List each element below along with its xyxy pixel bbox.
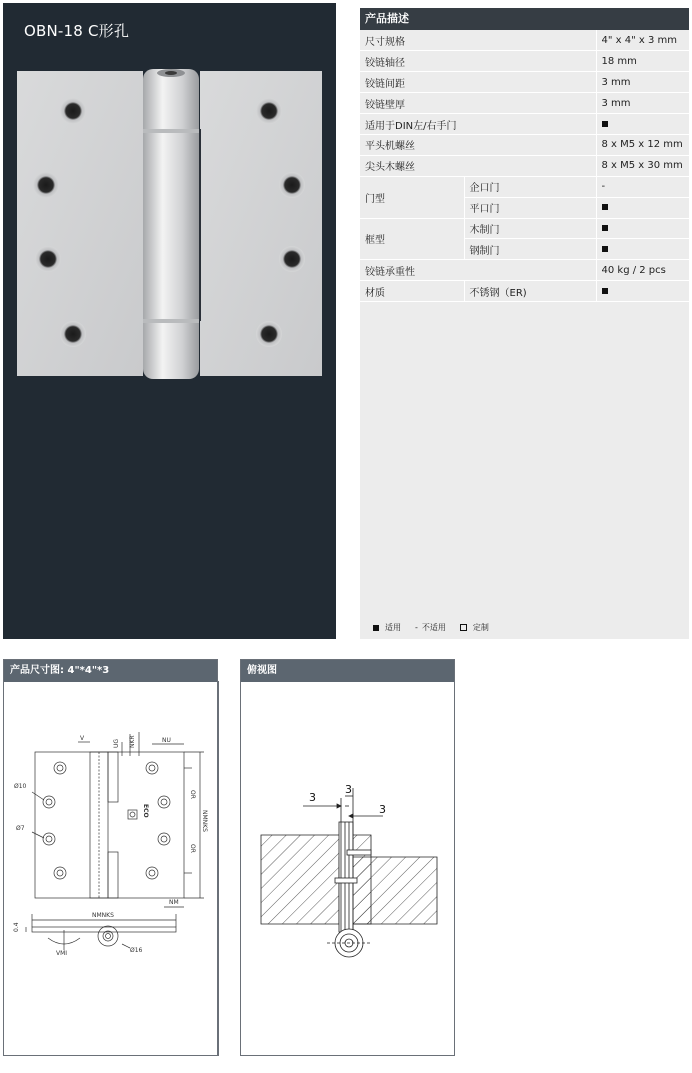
dimension-drawing-header: 产品尺寸图: 4"*4"*3 bbox=[4, 660, 217, 682]
applicable-mark bbox=[602, 288, 608, 294]
door-option-mark bbox=[596, 197, 689, 218]
frame-option-mark bbox=[596, 218, 689, 239]
spec-row bbox=[360, 134, 689, 155]
frame-option: 钢制门 bbox=[464, 239, 596, 260]
dim-label-d7: Ø7 bbox=[16, 825, 25, 832]
legend-custom bbox=[460, 622, 489, 633]
legend-not-applicable-label: 不适用 bbox=[421, 623, 446, 632]
spec-label: 尖头木螺丝 bbox=[360, 155, 596, 176]
spec-value: 4" x 4" x 3 mm bbox=[596, 30, 689, 51]
spec-row bbox=[360, 260, 689, 281]
door-option-mark: - bbox=[596, 176, 689, 197]
spec-label: 尺寸规格 bbox=[360, 30, 596, 51]
legend-applicable-label: 适用 bbox=[385, 623, 401, 632]
spec-value: 3 mm bbox=[596, 93, 689, 114]
spec-label: 铰链壁厚 bbox=[360, 93, 596, 114]
dimension-drawing-panel bbox=[3, 659, 218, 1056]
spec-row bbox=[360, 72, 689, 93]
dimension-drawing bbox=[4, 682, 217, 1055]
frame-type-label: 框型 bbox=[360, 218, 464, 260]
applicable-mark bbox=[602, 225, 608, 231]
dim-label-d10: Ø10 bbox=[14, 783, 27, 790]
dim-label-d16: Ø16 bbox=[130, 947, 143, 954]
dim-label-nu: NU bbox=[162, 737, 171, 744]
open-square-icon bbox=[460, 624, 467, 631]
spec-value bbox=[596, 281, 689, 302]
frame-option: 木制门 bbox=[464, 218, 596, 239]
spec-label: 适用于DIN左/右手门 bbox=[360, 114, 596, 135]
legend-not-applicable bbox=[415, 622, 446, 633]
applicable-mark bbox=[602, 121, 608, 127]
dim-label-or2: OR bbox=[189, 844, 196, 853]
dim-right: 3 bbox=[379, 803, 386, 816]
spec-label: 铰链轴径 bbox=[360, 51, 596, 72]
legend bbox=[373, 622, 503, 633]
spec-row bbox=[360, 176, 689, 197]
spec-row bbox=[360, 114, 689, 135]
applicable-mark bbox=[602, 246, 608, 252]
product-title: OBN-18 C形孔 bbox=[24, 22, 130, 40]
spec-table bbox=[360, 30, 689, 302]
drawing-holes bbox=[43, 762, 170, 879]
frame-option-mark bbox=[596, 239, 689, 260]
dim-left: 3 bbox=[309, 791, 316, 804]
spec-value: 18 mm bbox=[596, 51, 689, 72]
eco-mark: ECO bbox=[142, 804, 149, 818]
top-view-drawing bbox=[241, 682, 454, 1055]
dim-label-nm: NM bbox=[169, 899, 179, 906]
door-option: 企口门 bbox=[464, 176, 596, 197]
spec-panel bbox=[360, 8, 689, 639]
dim-label-nmnks-h: NMNKS bbox=[92, 912, 114, 919]
dim-label-v: V bbox=[80, 735, 85, 742]
applicable-mark bbox=[602, 204, 608, 210]
spec-row bbox=[360, 93, 689, 114]
spec-value: 8 x M5 x 12 mm bbox=[596, 134, 689, 155]
spec-row bbox=[360, 281, 689, 302]
top-view-panel bbox=[240, 659, 455, 1056]
door-type-label: 门型 bbox=[360, 176, 464, 218]
legend-applicable bbox=[373, 622, 401, 633]
spec-value: 40 kg / 2 pcs bbox=[596, 260, 689, 281]
hinge-barrel bbox=[143, 69, 199, 379]
dim-label-or1: OR bbox=[189, 790, 196, 799]
dim-label-ug: UG bbox=[113, 738, 120, 748]
dim-label-nmnks-v: NMNKS bbox=[201, 810, 208, 832]
spec-value bbox=[596, 114, 689, 135]
door-option: 平口门 bbox=[464, 197, 596, 218]
dash-icon: - bbox=[415, 623, 418, 632]
spec-value: 3 mm bbox=[596, 72, 689, 93]
dim-label-0-4: 0.4 bbox=[13, 922, 20, 932]
material-sub: 不锈钢（ER) bbox=[464, 281, 596, 302]
spec-row bbox=[360, 30, 689, 51]
dim-top: 3 bbox=[345, 783, 352, 796]
top-view-header: 俯视图 bbox=[241, 660, 454, 682]
hinge-image bbox=[3, 3, 336, 639]
spec-row bbox=[360, 218, 689, 239]
panel-divider bbox=[218, 681, 219, 1056]
spec-label: 材质 bbox=[360, 281, 464, 302]
frame-block bbox=[339, 857, 437, 924]
spec-header: 产品描述 bbox=[360, 8, 689, 30]
legend-custom-label: 定制 bbox=[472, 623, 489, 632]
spec-value: 8 x M5 x 30 mm bbox=[596, 155, 689, 176]
dim-label-vmi: VMI bbox=[56, 950, 68, 957]
spec-label: 铰链承重性 bbox=[360, 260, 596, 281]
product-image-panel bbox=[3, 3, 336, 639]
spec-label: 铰链间距 bbox=[360, 72, 596, 93]
filled-square-icon bbox=[373, 625, 379, 631]
dim-label-nkr: NKR bbox=[129, 735, 136, 748]
spec-row bbox=[360, 51, 689, 72]
spec-label: 平头机螺丝 bbox=[360, 134, 596, 155]
spec-row bbox=[360, 155, 689, 176]
